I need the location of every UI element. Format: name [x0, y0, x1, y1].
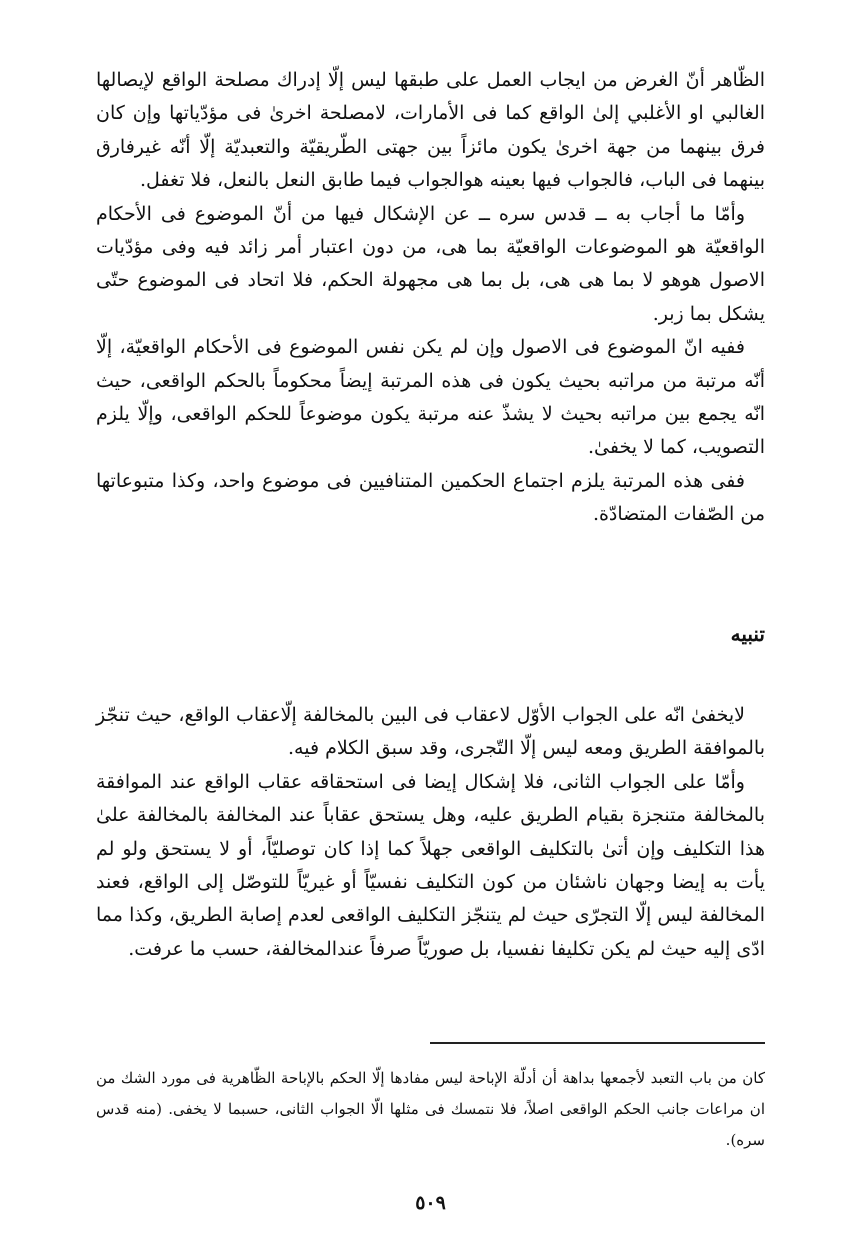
paragraph-2: وأمّا ما أجاب به ــ قدس سره ــ عن الإشكال فيها من أنّ الموضوع فى الأحكام الواقعيّة هو الموضوعات الواقعيّة بما هى، من دون اعتبار أمر زائد فيه وفى مؤدّيات الاصول هوهو لا بما هى هى، بل بما هى مجهولة الحكم، فلا اتحاد فى الموضوع حتّى يشكل بما زبر.	[96, 202, 765, 325]
footnote-separator	[430, 1042, 765, 1044]
page-number: ٥٠٩	[415, 1192, 446, 1214]
paragraph-6: وأمّا على الجواب الثانى، فلا إشكال إيضا فى استحقاقه عقاب الواقع عند الموافقة بالمخالفة متنجزة بقيام الطريق عليه، وهل يستحق عقاباً عند المخالفة بالمخالفة علىٰ هذا التكليف وإن أتىٰ بالتكليف الواقعى جهلاً كما إذا كان توصليّاً، أو لا يستحق ولو لم يأت به إيضا وجهان ناشئان من كون التكليف نفسيّاً أو غيريّاً للتوصّل إلى الواقع، فعند المخالفة ليس إلّا التجرّى حيث لم يتنجّز التكليف الواقعى لعدم إصابة الطريق، وكذا مما ادّى إليه حيث لم يكن تكليفا نفسيا، بل صوريّاً صرفاً عندالمخالفة، حسب ما عرفت.	[96, 770, 765, 960]
section-2-text-block	[96, 699, 765, 966]
footnote: كان من باب التعبد لأجمعها بداهة أن أدلّة الإباحة ليس مفادها إلّا الحكم بالإباحة الظّاهرية فى مورد الشك من ان مراعات جانب الحكم الواقعى اصلاً، فلا نتمسك فى مثلها الّا الجواب الثانى، حسبما لا يخفى. (منه قدس سره).	[96, 1069, 765, 1149]
paragraph-1: الظّاهر أنّ الغرض من ايجاب العمل على طبقها ليس إلّا إدراك مصلحة الواقع لإيصالها الغالبي او الأغلبي إلىٰ الواقع كما فى الأمارات، لامصلحة اخرىٰ فى مؤدّياتها وإن كان فرق بينهما من جهة اخرىٰ يكون مائزاً بين جهتى الطّريقيّة والتعبديّة إلّا أنّه غيرفارق بينهما فى الباب، فالجواب فيها بعينه هوالجواب فيما طابق النعل بالنعل، فلا تغفل.	[96, 69, 765, 192]
paragraph-5: لايخفىٰ انّه على الجواب الأوّل لاعقاب فى البين بالمخالفة إلّاعقاب الواقع، حيث تنجّز بالموافقة الطريق ومعه ليس إلّا التّجرى، وقد سبق الكلام فيه.	[96, 704, 765, 760]
section-heading: تنبيه	[730, 622, 765, 646]
main-text-block	[96, 64, 765, 532]
paragraph-3: ففيه انّ الموضوع فى الاصول وإن لم يكن نفس الموضوع فى الأحكام الواقعيّة، إلّا أنّه مرتبة من مراتبه بحيث يكون فى هذه المرتبة إيضاً محكوماً بالحكم الواقعى، حيث انّه يجمع بين مراتبه بحيث لا يشذّ عنه مرتبة يكون موضوعاً للحكم الواقعى، وإلّا يلزم التصويب، كما لا يخفىٰ.	[96, 336, 765, 459]
paragraph-4: ففى هذه المرتبة يلزم اجتماع الحكمين المتنافيين فى موضوع واحد، وكذا متبوعاتها من الصّفات المتضادّة.	[96, 469, 765, 526]
